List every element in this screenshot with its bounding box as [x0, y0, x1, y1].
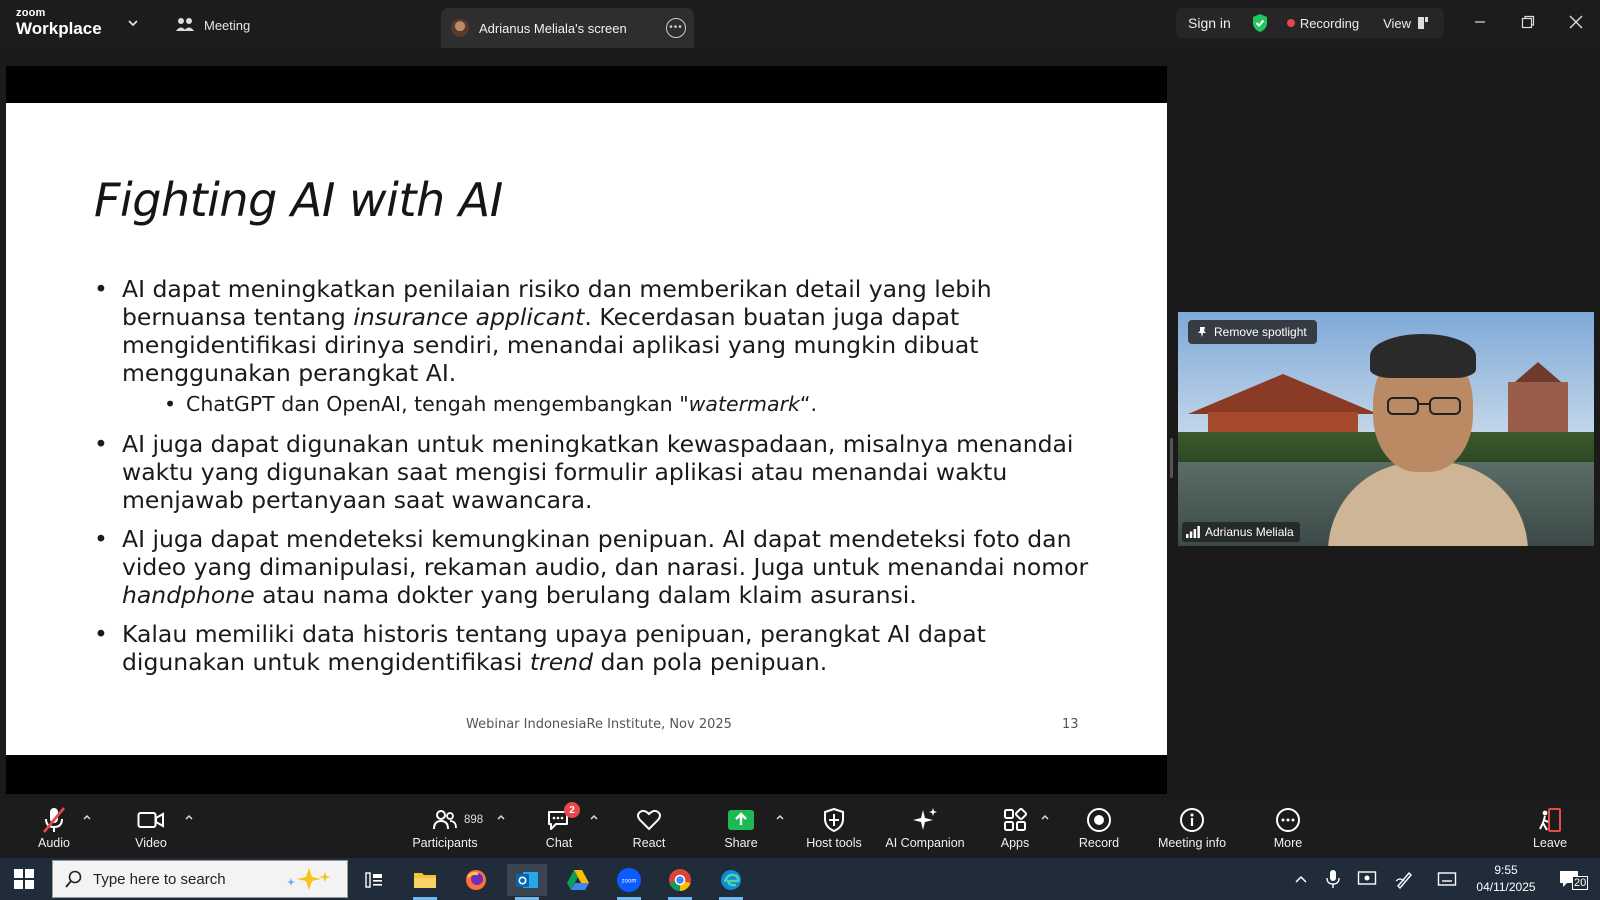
- presenter-avatar: [451, 19, 469, 37]
- edge-icon: [719, 868, 743, 892]
- meeting-toolbar: [0, 798, 1600, 858]
- taskbar-search-box[interactable]: [52, 860, 348, 898]
- leave-label: Leave: [1532, 836, 1568, 850]
- taskbar-chrome[interactable]: [660, 864, 700, 896]
- spotlight-video-tile[interactable]: [1178, 312, 1594, 546]
- participants-count: 898: [464, 814, 484, 826]
- minimize-icon: [1474, 16, 1486, 28]
- tray-pen[interactable]: [1394, 868, 1416, 890]
- zoom-workplace-logo[interactable]: [16, 8, 102, 37]
- brand-small: zoom: [16, 7, 46, 19]
- sub-bullet-emphasis: watermark: [688, 392, 800, 416]
- participant-hair: [1370, 334, 1476, 378]
- slide-title: Fighting AI with AI: [94, 173, 503, 227]
- video-options-chevron-icon[interactable]: [184, 812, 194, 822]
- bullet-item: [94, 275, 1094, 419]
- chat-unread-badge: 2: [564, 802, 580, 818]
- encryption-shield-icon[interactable]: [1251, 13, 1269, 33]
- participant-name: Adrianus Meliala: [1205, 525, 1294, 539]
- taskbar-zoom[interactable]: [609, 864, 649, 896]
- taskbar-firefox[interactable]: [456, 864, 496, 896]
- record-label: Record: [1078, 836, 1120, 850]
- restore-button[interactable]: [1516, 10, 1540, 34]
- chat-label: Chat: [545, 836, 573, 850]
- view-button[interactable]: View: [1383, 15, 1412, 31]
- windows-start-icon[interactable]: [14, 869, 34, 889]
- video-background-building: [1208, 412, 1358, 434]
- host-tools-label: Host tools: [806, 836, 862, 850]
- sign-in-button[interactable]: Sign in: [1188, 15, 1231, 31]
- meeting-status-bar: [1176, 8, 1444, 38]
- apps-options-chevron-icon[interactable]: [1040, 812, 1050, 822]
- leave-button[interactable]: [1505, 806, 1595, 850]
- recording-status[interactable]: Recording: [1299, 15, 1360, 31]
- bullet-emphasis: handphone: [122, 581, 255, 609]
- taskbar-file-explorer[interactable]: [405, 864, 445, 896]
- taskbar-clock[interactable]: [1466, 862, 1546, 896]
- sparkle-icon: [910, 806, 940, 834]
- host-tools-button[interactable]: [789, 806, 879, 850]
- taskbar-google-drive[interactable]: [558, 864, 598, 896]
- notification-count: 20: [1574, 877, 1587, 889]
- shared-screen-area[interactable]: [6, 66, 1167, 794]
- minimize-button[interactable]: [1468, 10, 1492, 34]
- task-view-button[interactable]: [354, 864, 394, 896]
- pin-icon: [1196, 326, 1208, 338]
- participant-name-tag: [1182, 522, 1300, 542]
- tab-shared-screen[interactable]: [441, 8, 694, 48]
- participants-button[interactable]: [400, 806, 490, 850]
- leave-door-icon: [1535, 806, 1565, 834]
- chevron-down-icon[interactable]: [126, 16, 140, 30]
- title-bar: [0, 0, 1600, 48]
- chat-options-chevron-icon[interactable]: [589, 812, 599, 822]
- keyboard-icon: [1437, 871, 1457, 887]
- svg-text:zoom: zoom: [621, 878, 637, 885]
- chrome-icon: [667, 867, 693, 893]
- taskbar-outlook[interactable]: [507, 864, 547, 896]
- windows-taskbar: [0, 858, 1600, 900]
- info-icon: [1177, 806, 1207, 834]
- ai-companion-label: AI Companion: [885, 836, 965, 850]
- more-options-icon[interactable]: •••: [666, 18, 686, 38]
- panel-resize-handle[interactable]: [1170, 438, 1173, 478]
- clock-date: 04/11/2025: [1476, 880, 1536, 894]
- bullet-item: [94, 430, 1094, 514]
- record-icon: [1084, 806, 1114, 834]
- meeting-people-icon: [176, 17, 194, 33]
- chevron-up-icon: [1294, 874, 1308, 884]
- share-options-chevron-icon[interactable]: [775, 812, 785, 822]
- search-icon: [65, 870, 83, 888]
- chat-bubble-icon: [544, 806, 574, 834]
- participants-options-chevron-icon[interactable]: [496, 812, 506, 822]
- slide-footer: Webinar IndonesiaRe Institute, Nov 2025: [466, 717, 732, 732]
- zoom-app-icon: [616, 867, 642, 893]
- signal-strength-icon: [1186, 526, 1200, 538]
- bullet-text: Kalau memiliki data historis tentang upaya penipuan, perangkat AI dapat digunakan untuk mengidentifikasi: [122, 620, 986, 676]
- search-placeholder: Type here to search: [93, 870, 226, 888]
- microphone-icon: [1326, 869, 1340, 889]
- video-camera-icon: [136, 806, 166, 834]
- participants-icon: [430, 806, 460, 834]
- react-label: React: [632, 836, 666, 850]
- bullet-item: [94, 620, 1094, 676]
- view-layout-icon[interactable]: [1417, 16, 1429, 30]
- brand-large: Workplace: [16, 19, 102, 38]
- more-button[interactable]: [1243, 806, 1333, 850]
- heart-react-icon: [634, 806, 664, 834]
- bullet-text: atau nama dokter yang berulang dalam klaim asuransi.: [254, 581, 917, 609]
- meeting-info-button[interactable]: [1147, 806, 1237, 850]
- notification-center-button[interactable]: [1558, 868, 1588, 890]
- react-button[interactable]: [604, 806, 694, 850]
- bullet-text: AI juga dapat digunakan untuk meningkatkan kewaspadaan, misalnya menandai waktu yang digunakan saat mengisi formulir aplikasi atau menandai waktu menjawab pertanyaan saat wawancara.: [122, 430, 1074, 514]
- participants-label: Participants: [412, 836, 478, 850]
- video-button[interactable]: [106, 806, 196, 850]
- meeting-stage: [0, 48, 1600, 798]
- sub-bullet-item: [122, 389, 1094, 419]
- outlook-icon: [515, 869, 539, 891]
- audio-label: Audio: [38, 836, 70, 850]
- more-dots-icon: [1273, 806, 1303, 834]
- close-button[interactable]: [1564, 10, 1588, 34]
- presentation-slide: [6, 103, 1167, 755]
- slide-bullets: [94, 275, 1094, 676]
- taskbar-edge[interactable]: [711, 864, 751, 896]
- pen-icon: [1395, 869, 1415, 889]
- tab-meeting[interactable]: [176, 12, 250, 38]
- task-view-icon: [364, 871, 384, 889]
- bullet-text: . Kecerdasan buatan juga dapat mengidentifikasi dirinya sendiri, menandai aplikasi yang mungkin dibuat menggunakan perangkat AI.: [122, 303, 979, 387]
- recording-dot-icon: [1287, 19, 1295, 27]
- restore-icon: [1521, 15, 1535, 29]
- sub-bullet-text: “.: [799, 392, 818, 416]
- glasses-icon: [1386, 396, 1462, 416]
- slide-page-number: 13: [1062, 717, 1079, 732]
- video-background-building: [1188, 374, 1378, 414]
- remove-spotlight-button[interactable]: [1188, 320, 1317, 344]
- share-screen-icon: [726, 806, 756, 834]
- firefox-icon: [464, 868, 488, 892]
- audio-options-chevron-icon[interactable]: [82, 812, 92, 822]
- sub-bullet-text: ChatGPT dan OpenAI, tengah mengembangkan ": [186, 392, 689, 416]
- tray-screen-share[interactable]: [1356, 868, 1378, 890]
- meeting-info-label: Meeting info: [1157, 836, 1227, 850]
- tab-meeting-label: Meeting: [204, 17, 251, 33]
- more-label: More: [1273, 836, 1303, 850]
- video-label: Video: [135, 836, 167, 850]
- bullet-text: AI dapat meningkatkan penilaian risiko dan memberikan detail yang lebih bernuansa tentang: [122, 275, 992, 331]
- google-drive-icon: [566, 869, 590, 891]
- remove-spotlight-label: Remove spotlight: [1214, 325, 1307, 339]
- host-shield-icon: [819, 806, 849, 834]
- tray-microphone[interactable]: [1322, 868, 1344, 890]
- bullet-text: dan pola penipuan.: [593, 648, 828, 676]
- record-button[interactable]: [1054, 806, 1144, 850]
- bullet-emphasis: trend: [529, 648, 593, 676]
- share-label: Share: [724, 836, 758, 850]
- screen-share-icon: [1357, 870, 1377, 888]
- tray-touch-keyboard[interactable]: [1436, 868, 1458, 890]
- bullet-emphasis: insurance applicant: [353, 303, 585, 331]
- bullet-item: [94, 525, 1094, 609]
- ai-companion-button[interactable]: [880, 806, 970, 850]
- show-hidden-icons-button[interactable]: [1290, 868, 1312, 890]
- bullet-text: AI juga dapat mendeteksi kemungkinan penipuan. AI dapat mendeteksi foto dan video yang dimanipulasi, rekaman audio, dan narasi. Juga untuk menandai nomor: [122, 525, 1089, 581]
- apps-grid-icon: [1000, 806, 1030, 834]
- search-highlight-sparkle-icon: [279, 866, 339, 892]
- close-icon: [1569, 15, 1583, 29]
- share-button[interactable]: [696, 806, 786, 850]
- clock-time: 9:55: [1494, 863, 1518, 877]
- apps-label: Apps: [1000, 836, 1030, 850]
- folder-icon: [413, 870, 437, 890]
- muted-mic-icon: [39, 806, 69, 834]
- tab-screen-label: Adrianus Meliala's screen: [479, 20, 627, 36]
